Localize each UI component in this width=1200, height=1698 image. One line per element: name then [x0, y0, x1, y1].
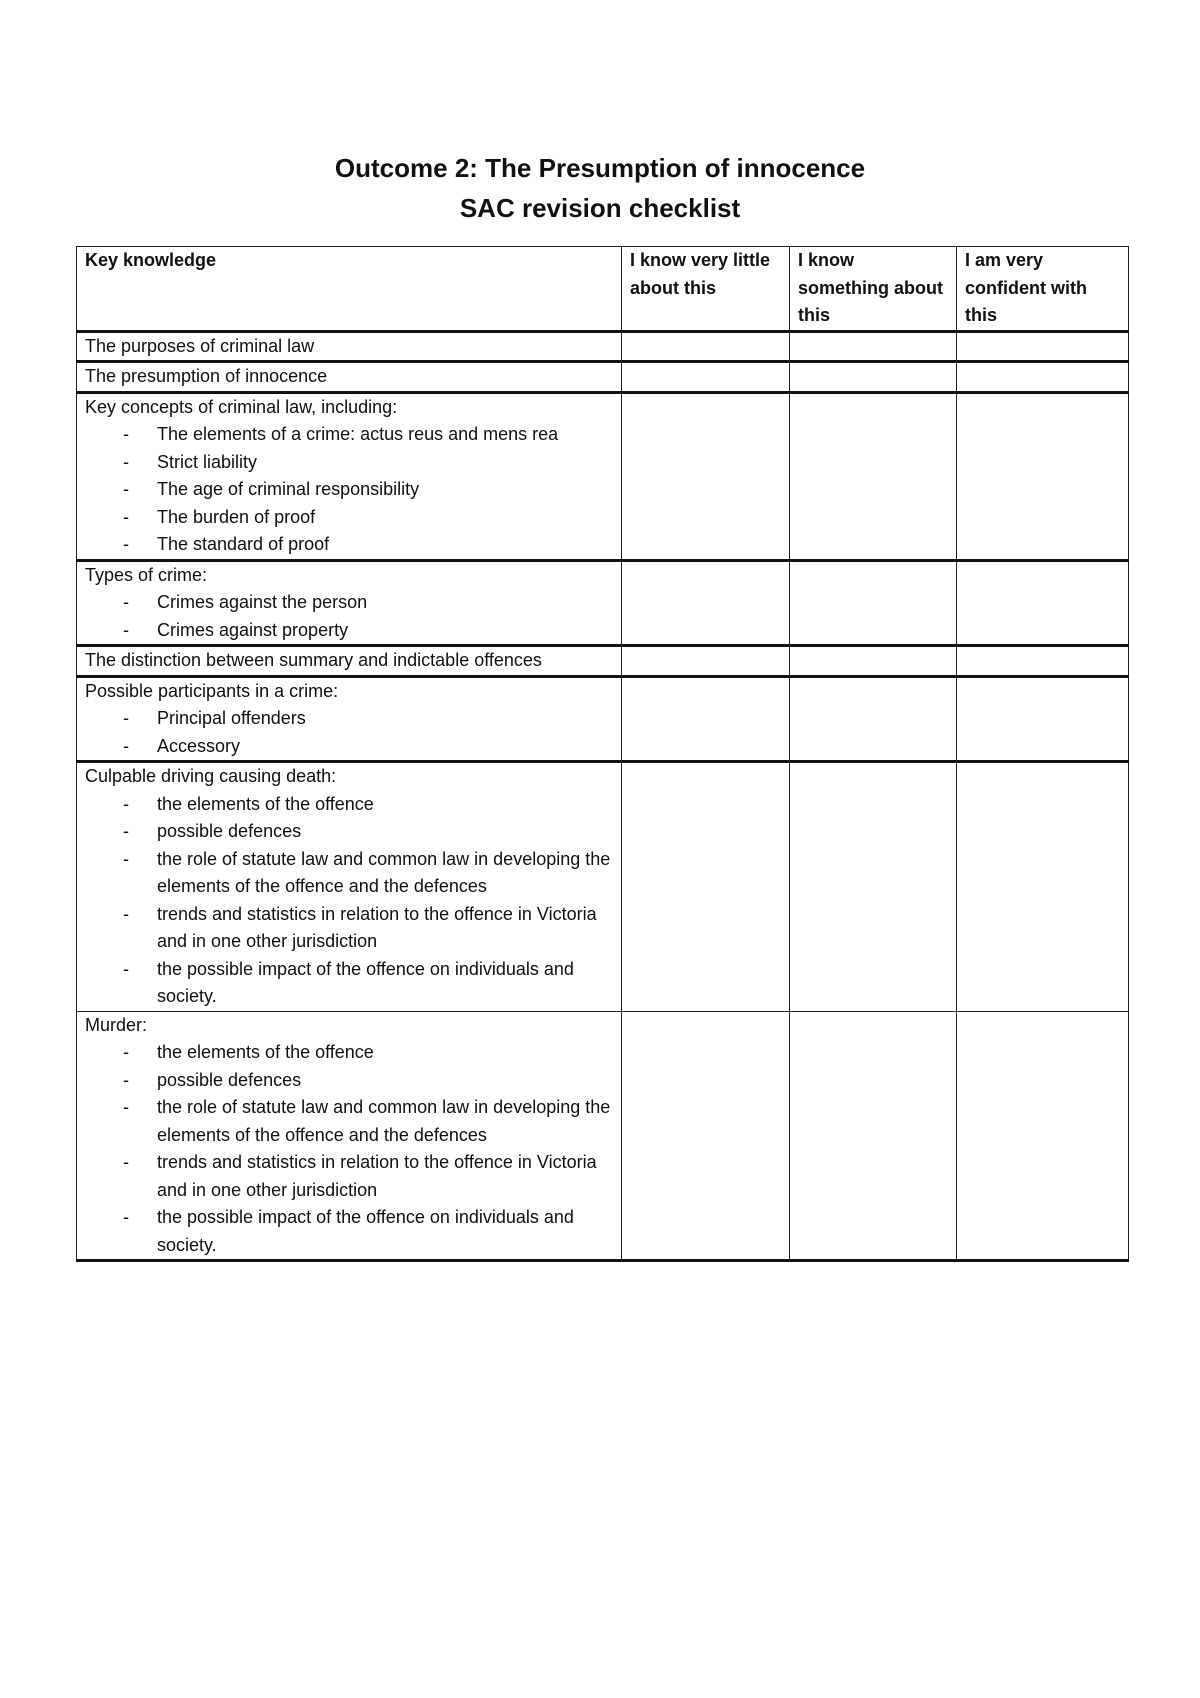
title-line-2: SAC revision checklist [459, 193, 741, 223]
row-heading: Possible participants in a crime: [85, 680, 339, 701]
list-item: - the role of statute law and common law in developing the elements of the offence and the defences [85, 846, 613, 901]
key-knowledge-cell [77, 646, 622, 677]
rating-cell-know-very-little[interactable] [622, 331, 790, 362]
rating-cell-know-something[interactable] [790, 762, 957, 1012]
row-heading: Key concepts of criminal law, including: [85, 396, 398, 417]
key-knowledge-cell [77, 560, 622, 646]
sub-item-list [85, 705, 613, 760]
list-item: - Accessory [85, 733, 613, 761]
document-title [0, 148, 1200, 228]
list-item: - Crimes against property [85, 617, 613, 645]
rating-cell-very-confident[interactable] [957, 560, 1129, 646]
rating-cell-very-confident[interactable] [957, 676, 1129, 762]
list-item: - the elements of the offence [85, 791, 613, 819]
row-heading: The distinction between summary and indictable offences [85, 650, 542, 670]
list-item: - The age of criminal responsibility [85, 476, 613, 504]
table-row [77, 676, 1129, 762]
rating-cell-very-confident[interactable] [957, 762, 1129, 1012]
title-line-1: Outcome 2: The Presumption of innocence [334, 153, 866, 183]
list-item: - The standard of proof [85, 531, 613, 559]
rating-cell-know-very-little[interactable] [622, 560, 790, 646]
list-item: - the possible impact of the offence on individuals and society. [85, 956, 613, 1011]
key-knowledge-cell [77, 676, 622, 762]
key-knowledge-cell [77, 331, 622, 362]
list-item: - trends and statistics in relation to the offence in Victoria and in one other jurisdiction [85, 901, 613, 956]
rating-cell-know-very-little[interactable] [622, 362, 790, 393]
table-row [77, 762, 1129, 1012]
header-know-something: I know something about this [790, 247, 957, 332]
row-heading: Types of crime: [85, 564, 208, 585]
rating-cell-very-confident[interactable] [957, 1011, 1129, 1261]
list-item: - Crimes against the person [85, 589, 613, 617]
list-item: - trends and statistics in relation to the offence in Victoria and in one other jurisdiction [85, 1149, 613, 1204]
table-row [77, 331, 1129, 362]
list-item: - possible defences [85, 1067, 613, 1095]
key-knowledge-cell [77, 362, 622, 393]
rating-cell-know-very-little[interactable] [622, 1011, 790, 1261]
rating-cell-know-very-little[interactable] [622, 762, 790, 1012]
row-heading: The purposes of criminal law [85, 335, 315, 356]
rating-cell-know-something[interactable] [790, 331, 957, 362]
sub-item-list [85, 421, 613, 559]
sub-item-list [85, 1039, 613, 1259]
rating-cell-know-something[interactable] [790, 676, 957, 762]
row-heading: Murder: [85, 1014, 148, 1035]
list-item: - possible defences [85, 818, 613, 846]
list-item: - The burden of proof [85, 504, 613, 532]
row-heading: Culpable driving causing death: [85, 766, 337, 786]
row-heading: The presumption of innocence [85, 366, 328, 386]
key-knowledge-cell [77, 762, 622, 1012]
sub-item-list [85, 589, 613, 644]
table-row [77, 560, 1129, 646]
header-very-confident: I am very confident with this [957, 247, 1129, 332]
table-body [77, 331, 1129, 1261]
sub-item-list [85, 791, 613, 1011]
list-item: - the role of statute law and common law in developing the elements of the offence and the defences [85, 1094, 613, 1149]
list-item: - Strict liability [85, 449, 613, 477]
key-knowledge-cell [77, 1011, 622, 1261]
rating-cell-know-something[interactable] [790, 560, 957, 646]
rating-cell-know-something[interactable] [790, 362, 957, 393]
table-row [77, 362, 1129, 393]
table-header-row [77, 247, 1129, 332]
list-item: - Principal offenders [85, 705, 613, 733]
list-item: - the possible impact of the offence on individuals and society. [85, 1204, 613, 1259]
rating-cell-very-confident[interactable] [957, 362, 1129, 393]
key-knowledge-cell [77, 392, 622, 560]
rating-cell-know-something[interactable] [790, 646, 957, 677]
rating-cell-know-very-little[interactable] [622, 392, 790, 560]
rating-cell-know-something[interactable] [790, 1011, 957, 1261]
rating-cell-know-very-little[interactable] [622, 676, 790, 762]
revision-checklist-table [76, 246, 1129, 1262]
table-row [77, 1011, 1129, 1261]
list-item: - the elements of the offence [85, 1039, 613, 1067]
table-row [77, 392, 1129, 560]
list-item: - The elements of a crime: actus reus and mens rea [85, 421, 613, 449]
rating-cell-very-confident[interactable] [957, 331, 1129, 362]
rating-cell-very-confident[interactable] [957, 646, 1129, 677]
rating-cell-know-very-little[interactable] [622, 646, 790, 677]
rating-cell-know-something[interactable] [790, 392, 957, 560]
header-know-very-little: I know very little about this [622, 247, 790, 332]
header-key-knowledge: Key knowledge [77, 247, 622, 332]
rating-cell-very-confident[interactable] [957, 392, 1129, 560]
table-row [77, 646, 1129, 677]
